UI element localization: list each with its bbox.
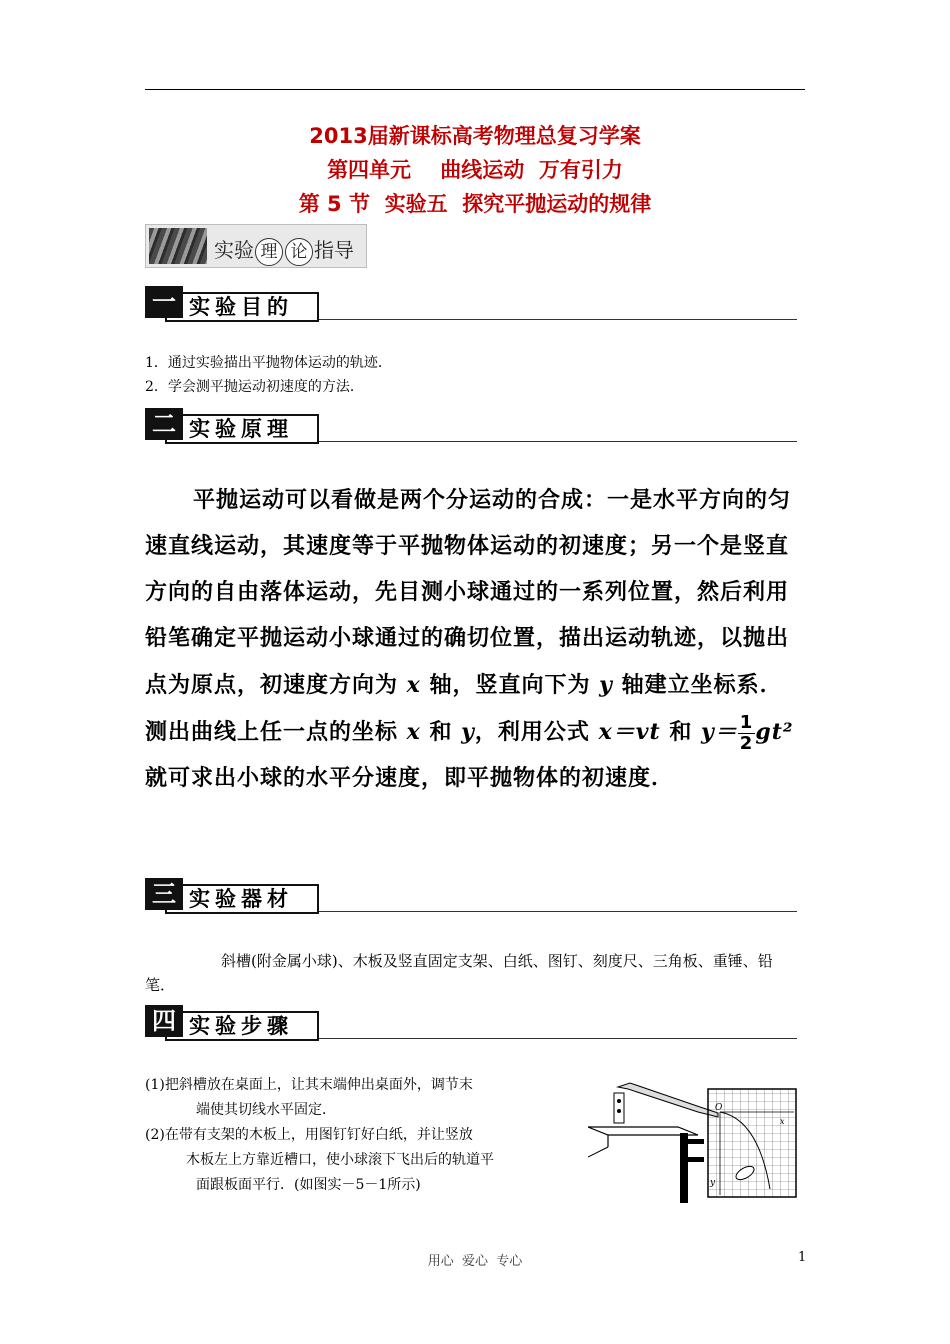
theory-guide-banner (145, 224, 367, 268)
doc-title: 2013届新课标高考物理总复习学案 (309, 124, 641, 148)
step-2-line-3: 面跟板面平行．(如图实－5－1所示) (196, 1177, 421, 1193)
principle-paragraph: 平抛运动可以看做是两个分运动的合成：一是水平方向的匀速直线运动，其速度等于平抛物体运动的初速度；另一个是竖直方向的自由落体运动，先目测小球通过的一系列位置，然后利用铅笔确定平抛运动小球通过的确切位置，描出运动轨迹，以抛出点为原点，初速度方向为 x 轴，竖直向下为 y 轴建立坐标系．测出曲线上任一点的坐标 x 和 y，利用公式 x＝vt 和 y＝ $\frac{1}{2}$ gt²就可求出小球的水平分速度，即平抛物体的初速度． (145, 488, 794, 791)
page-footer: 用心 爱心 专心 (427, 1254, 523, 1269)
figure-label-y: y (710, 1178, 716, 1188)
banner-text: 实验 理 论 指导 (214, 234, 354, 266)
step-1-line-2: 端使其切线水平固定． (196, 1102, 336, 1118)
figure-label-x: x (780, 1117, 785, 1126)
unit-title: 第四单元 曲线运动 万有引力 (327, 158, 623, 182)
page-number: 1 (798, 1250, 807, 1265)
step-1-line-1: (1)把斜槽放在桌面上，让其末端伸出桌面外，调节末 (145, 1077, 473, 1093)
equipment-line-1: 斜槽(附金属小球)、木板及竖直固定支架、白纸、图钉、刻度尺、三角板、重锤、铅 (221, 952, 773, 970)
section-header-purpose: 实验目的 一 (145, 286, 797, 326)
header-rule (145, 89, 805, 90)
figure-label-o: O (715, 1103, 723, 1113)
section-title: 第 5 节 实验五 探究平抛运动的规律 (298, 192, 652, 216)
step-2-line-2: 木板左上方靠近槽口，使小球滚下飞出后的轨道平 (186, 1152, 494, 1168)
purpose-item-1: 1．通过实验描出平抛物体运动的轨迹． (145, 355, 392, 371)
step-2-line-1: (2)在带有支架的木板上，用图钉钉好白纸，并让竖放 (145, 1127, 473, 1143)
banner-photo (149, 228, 207, 264)
fraction-half: $\frac{1}{2}$ (739, 711, 754, 754)
section-header-equipment: 实验器材 三 (145, 878, 797, 918)
purpose-item-2: 2．学会测平抛运动初速度的方法． (145, 379, 364, 395)
equipment-line-2: 笔． (145, 976, 176, 994)
apparatus-figure (588, 1077, 808, 1207)
formula-y: y＝ (700, 719, 738, 745)
section-header-principle: 实验原理 二 (145, 408, 797, 448)
formula-x-vt: x＝vt (598, 719, 661, 745)
section-header-steps: 实验步骤 四 (145, 1005, 797, 1045)
